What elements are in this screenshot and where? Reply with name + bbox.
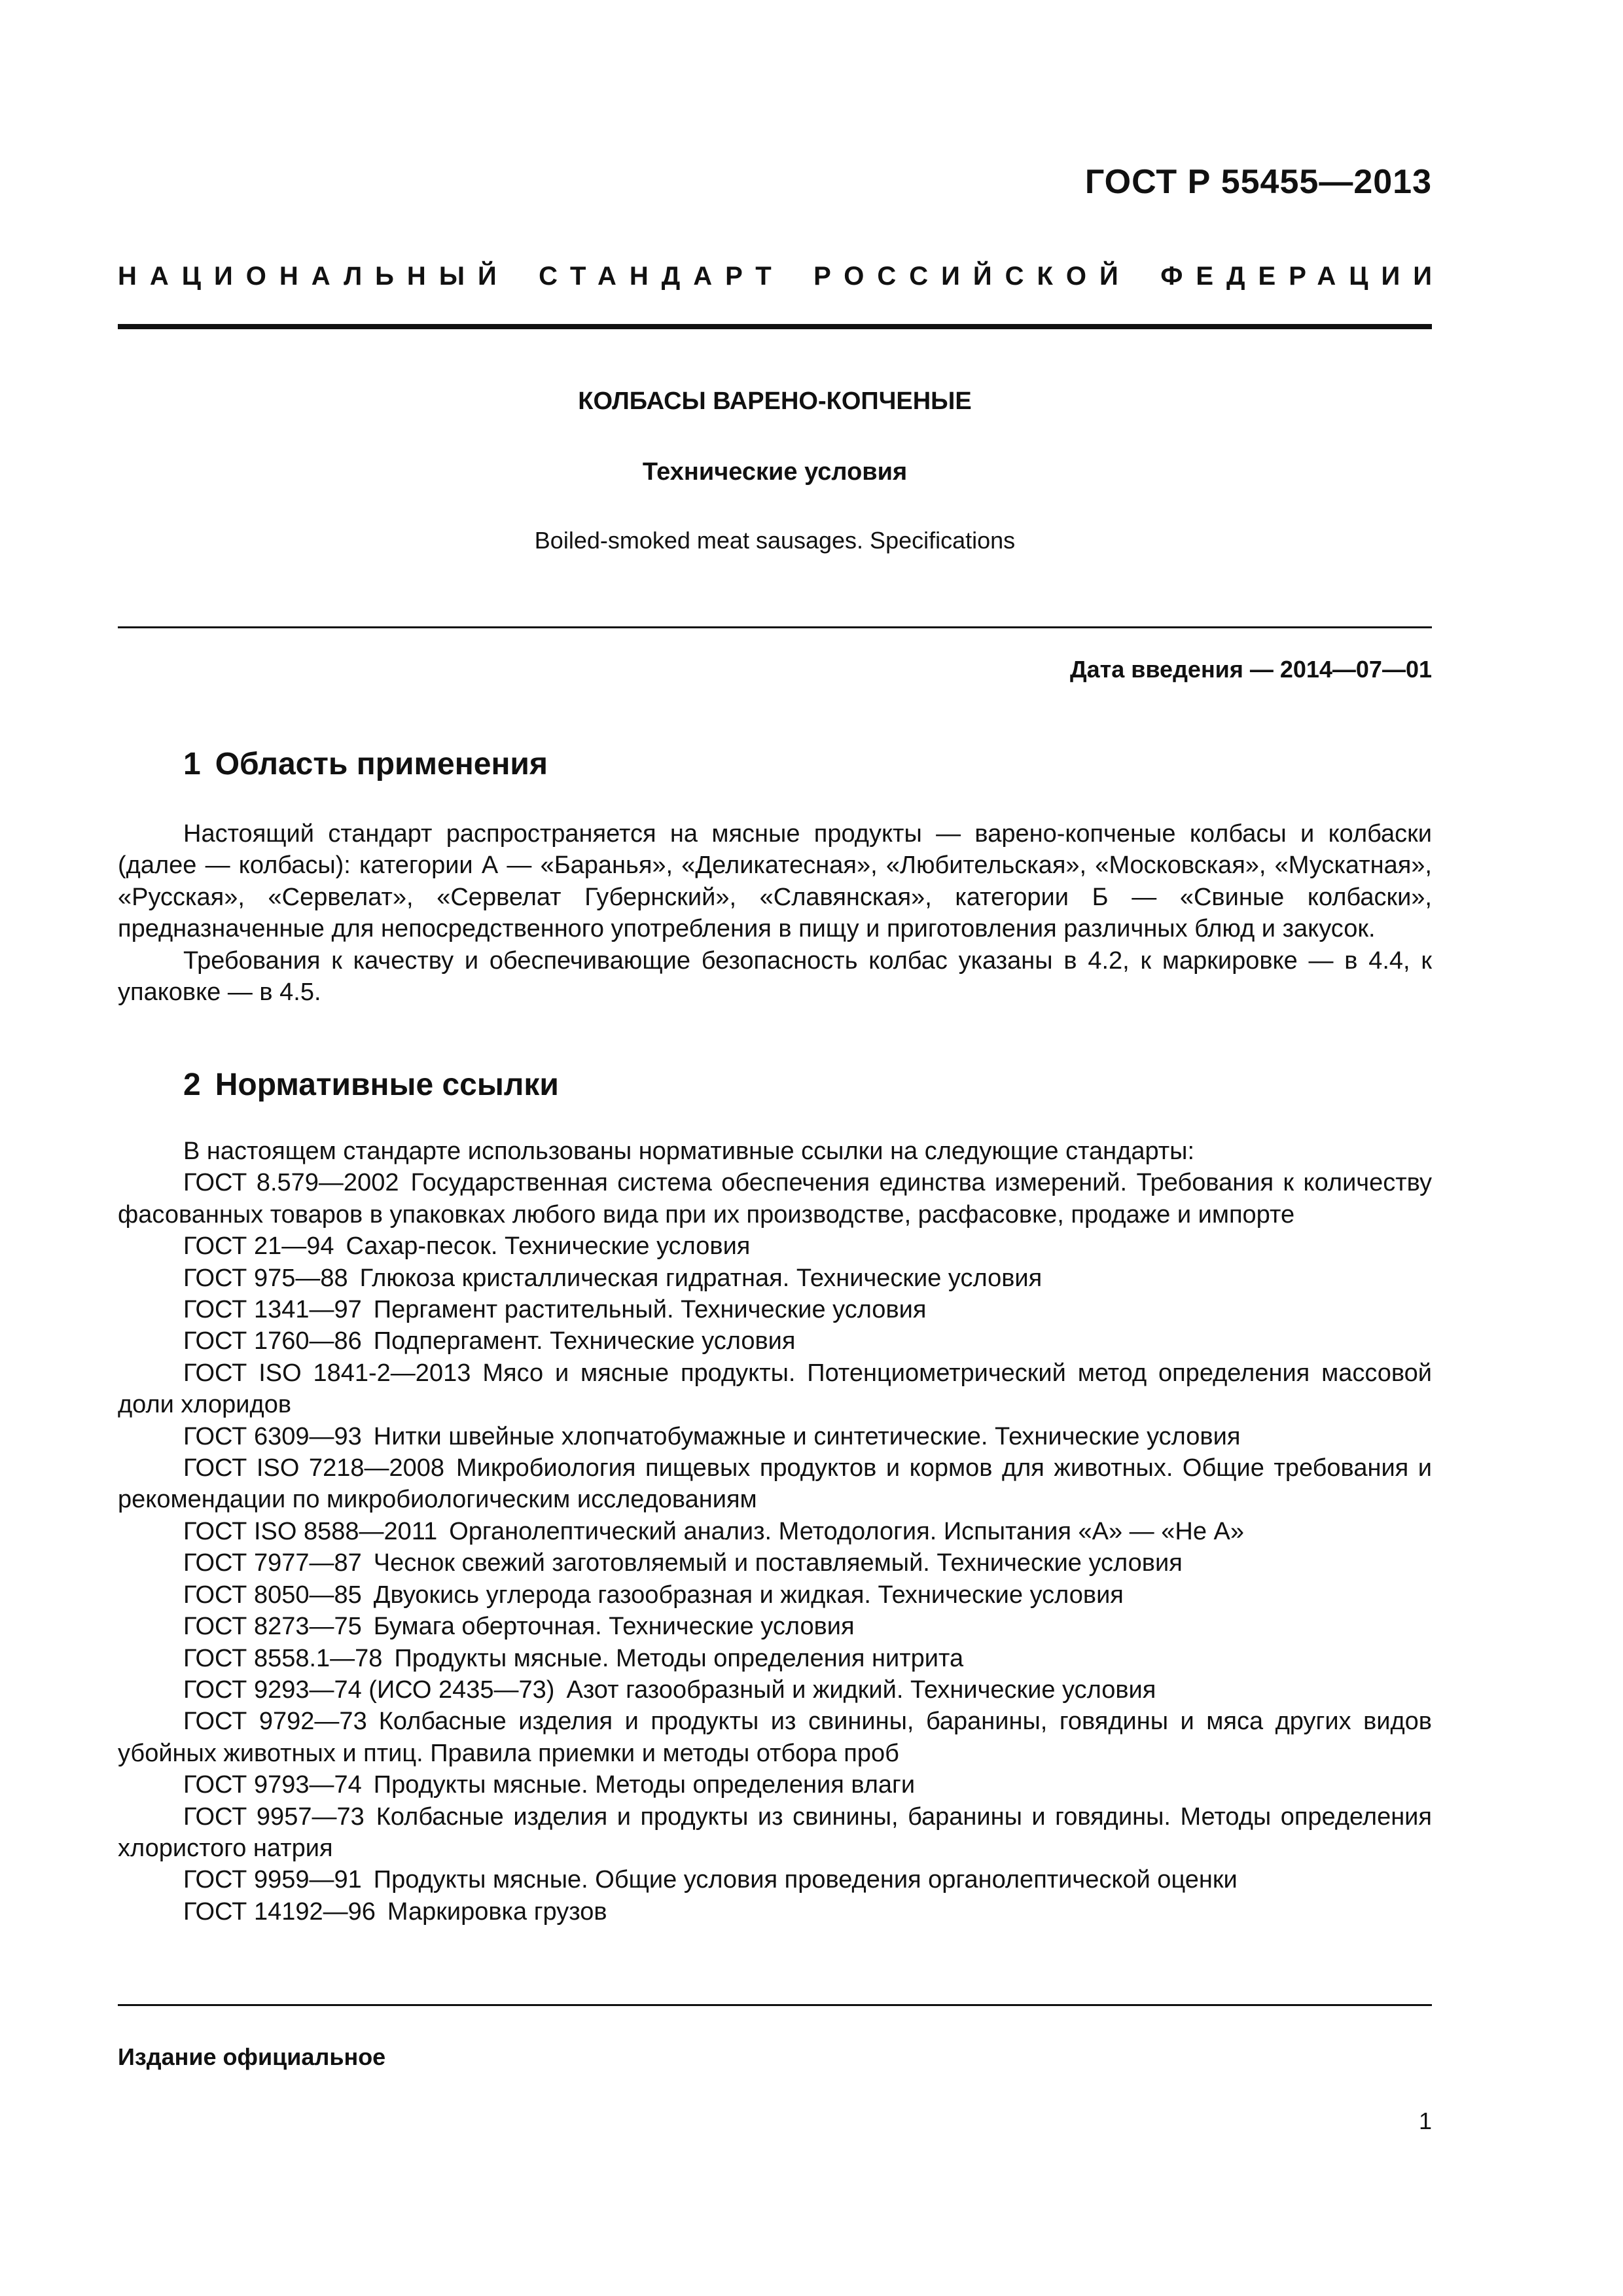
- reference-item: [118, 1896, 1432, 1928]
- national-header-word: НАЦИОНАЛЬНЫЙ: [118, 262, 510, 291]
- reference-item: [118, 1801, 1432, 1865]
- national-standard-header: [118, 262, 1445, 291]
- reference-item: [118, 1579, 1432, 1611]
- reference-text: Продукты мясные. Общие условия проведения органолептической оценки: [373, 1866, 1238, 1894]
- english-title: Boiled-smoked meat sausages. Specifications: [534, 527, 1016, 554]
- reference-code: ГОСТ ISO 1841-2—2013: [183, 1359, 471, 1387]
- reference-item: [118, 1674, 1432, 1706]
- section-1-heading: [183, 746, 548, 782]
- reference-text: Глюкоза кристаллическая гидратная. Технические условия: [359, 1264, 1043, 1292]
- document-subtitle: Технические условия: [642, 458, 908, 486]
- reference-code: ГОСТ ISO 8588—2011: [183, 1517, 438, 1545]
- reference-text: Продукты мясные. Методы определения нитрита: [394, 1644, 964, 1672]
- reference-text: Нитки швейные хлопчатобумажные и синтетические. Технические условия: [373, 1422, 1241, 1450]
- reference-code: ГОСТ 1341—97: [183, 1296, 362, 1324]
- national-header-word: РОССИЙСКОЙ: [813, 262, 1132, 291]
- reference-item: [118, 1294, 1432, 1325]
- reference-code: ГОСТ 8558.1—78: [183, 1644, 383, 1672]
- header-divider: [118, 324, 1432, 329]
- reference-text: Двуокись углерода газообразная и жидкая. Технические условия: [373, 1581, 1124, 1609]
- section-title: Область применения: [215, 747, 548, 781]
- reference-item: [118, 1611, 1432, 1642]
- paragraph: Требования к качеству и обеспечивающие безопасность колбас указаны в 4.2, к маркировке — в 4.4, к упаковке — в 4.5.: [118, 946, 1432, 1007]
- section-title: Нормативные ссылки: [215, 1067, 559, 1102]
- reference-code: ГОСТ 1760—86: [183, 1327, 362, 1355]
- reference-text: Чеснок свежий заготовляемый и поставляемый. Технические условия: [373, 1549, 1183, 1577]
- section-number: 2: [183, 1067, 201, 1102]
- reference-item: [118, 1263, 1432, 1294]
- reference-item: [118, 1706, 1432, 1769]
- reference-text: Микробиология пищевых продуктов и кормов для животных. Общие требования и рекомендации по микробиологическим исследованиям: [118, 1454, 1433, 1514]
- reference-code: ГОСТ 8273—75: [183, 1613, 362, 1641]
- national-header-word: СТАНДАРТ: [539, 262, 785, 291]
- official-edition-label: Издание официальное: [118, 2043, 386, 2070]
- reference-item: [118, 1357, 1432, 1421]
- document-title: КОЛБАСЫ ВАРЕНО-КОПЧЕНЫЕ: [578, 387, 972, 415]
- section-2-heading: [183, 1067, 559, 1103]
- reference-code: ГОСТ 9793—74: [183, 1771, 362, 1799]
- reference-code: ГОСТ 14192—96: [183, 1897, 376, 1926]
- reference-code: ГОСТ 8050—85: [183, 1581, 362, 1609]
- reference-item: [118, 1864, 1432, 1895]
- reference-text: Пергамент растительный. Технические условия: [373, 1296, 927, 1324]
- section-number: 1: [183, 747, 201, 781]
- reference-text: Сахар-песок. Технические условия: [346, 1232, 751, 1261]
- title-divider: [118, 626, 1432, 628]
- reference-text: Продукты мясные. Методы определения влаги: [373, 1771, 916, 1799]
- reference-item: [118, 1230, 1432, 1262]
- section-1-body: [118, 818, 1432, 1008]
- reference-code: ГОСТ 21—94: [183, 1232, 334, 1261]
- reference-text: Органолептический анализ. Методология. Испытания «А» — «Не А»: [449, 1517, 1244, 1545]
- reference-code: ГОСТ ISO 7218—2008: [183, 1454, 445, 1482]
- reference-code: ГОСТ 9792—73: [183, 1708, 367, 1736]
- reference-text: Бумага оберточная. Технические условия: [373, 1613, 855, 1641]
- reference-text: Мясо и мясные продукты. Потенциометрический метод определения массовой доли хлоридов: [118, 1359, 1433, 1419]
- paragraph: Настоящий стандарт распространяется на мясные продукты — варено-копченые колбасы и колбаски (далее — колбасы): категории А — «Баранья», «Деликатесная», «Любительская», «Московская», «Мускатная», «Русская», «Сервелат», «Сервелат Губернский», «Славянская», категории Б — «Свиные колбаски», предназначенные для непосредственного употребления в пищу и приготовления различных блюд и закусок.: [118, 820, 1432, 943]
- reference-code: ГОСТ 8.579—2002: [183, 1169, 399, 1197]
- introduction-date: Дата введения — 2014—07—01: [1069, 656, 1432, 683]
- reference-text: Подпергамент. Технические условия: [373, 1327, 796, 1355]
- reference-code: ГОСТ 9293—74 (ИСО 2435—73): [183, 1676, 555, 1704]
- page-number: 1: [1418, 2108, 1432, 2134]
- reference-code: ГОСТ 7977—87: [183, 1549, 362, 1577]
- reference-item: [118, 1516, 1432, 1547]
- reference-text: Азот газообразный и жидкий. Технические условия: [566, 1676, 1156, 1704]
- reference-text: Колбасные изделия и продукты из свинины, баранины, говядины и мяса других видов убойных животных и птиц. Правила приемки и методы отбора проб: [118, 1708, 1432, 1767]
- reference-item: [118, 1421, 1432, 1452]
- reference-item: [118, 1325, 1432, 1357]
- paragraph: В настоящем стандарте использованы нормативные ссылки на следующие стандарты:: [183, 1138, 1195, 1165]
- reference-item: [118, 1547, 1432, 1579]
- national-header-word: ФЕДЕРАЦИИ: [1160, 262, 1445, 291]
- reference-code: ГОСТ 6309—93: [183, 1422, 362, 1450]
- reference-item: [118, 1452, 1432, 1516]
- reference-code: ГОСТ 975—88: [183, 1264, 348, 1292]
- section-2-body: [118, 1136, 1432, 1928]
- reference-item: [118, 1167, 1432, 1230]
- reference-item: [118, 1643, 1432, 1674]
- reference-code: ГОСТ 9959—91: [183, 1866, 362, 1894]
- reference-text: Колбасные изделия и продукты из свинины, баранины и говядины. Методы определения хлористого натрия: [118, 1803, 1432, 1862]
- footer-divider: [118, 2004, 1432, 2006]
- reference-text: Маркировка грузов: [387, 1897, 607, 1926]
- document-number: ГОСТ Р 55455—2013: [1084, 163, 1432, 201]
- reference-item: [118, 1769, 1432, 1801]
- reference-text: Государственная система обеспечения единства измерений. Требования к количеству фасованных товаров в упаковках любого вида при их производстве, расфасовке, продаже и импорте: [118, 1169, 1432, 1229]
- reference-code: ГОСТ 9957—73: [183, 1803, 365, 1831]
